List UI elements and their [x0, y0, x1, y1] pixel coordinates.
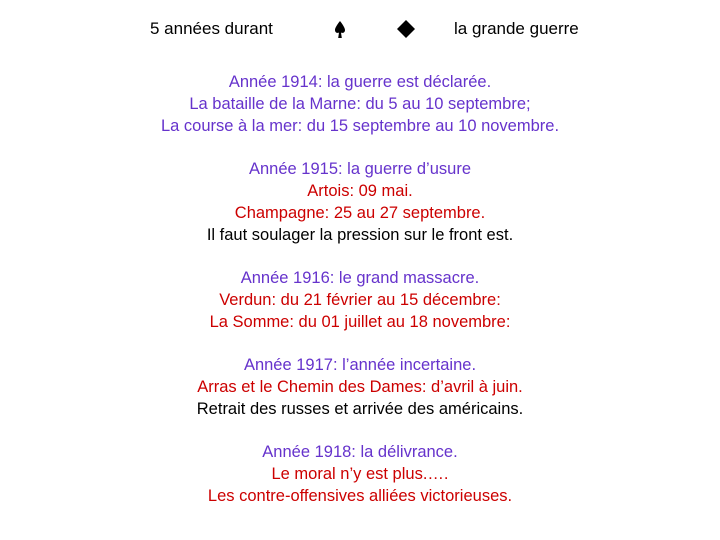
year-line: Verdun: du 21 février au 15 décembre: [219, 291, 501, 309]
year-heading: Année 1914: la guerre est déclarée. [228, 73, 492, 91]
year-line: Le moral n’y est plus.…. [271, 465, 449, 483]
year-line: Les contre-offensives alliées victorieuses. [207, 487, 513, 505]
year-line: Il faut soulager la pression sur le front est. [206, 226, 514, 244]
year-line: La bataille de la Marne: du 5 au 10 septembre; [189, 95, 531, 113]
header-right-text: la grande guerre [454, 19, 579, 38]
slide-header [0, 0, 720, 60]
year-block-1914 [0, 71, 720, 137]
spade-icon [334, 20, 346, 40]
year-heading: Année 1915: la guerre d’usure [249, 160, 471, 178]
year-line: Artois: 09 mai. [307, 182, 413, 200]
diamond-icon [397, 20, 415, 38]
year-heading: Année 1917: l’année incertaine. [243, 356, 477, 374]
year-block-1915 [0, 158, 720, 246]
year-heading: Année 1916: le grand massacre. [240, 269, 480, 287]
year-line: Retrait des russes et arrivée des américains. [196, 400, 524, 418]
year-line: La Somme: du 01 juillet au 18 novembre: [209, 313, 511, 331]
year-block-1918 [0, 441, 720, 507]
timeline-content [0, 71, 720, 507]
year-line: La course à la mer: du 15 septembre au 10 novembre. [160, 117, 560, 135]
year-line: Champagne: 25 au 27 septembre. [234, 204, 486, 222]
header-left-text: 5 années durant [150, 19, 273, 38]
year-heading: Année 1918: la délivrance. [262, 443, 458, 461]
year-line: Arras et le Chemin des Dames: d’avril à juin. [197, 378, 523, 396]
year-block-1917 [0, 354, 720, 420]
year-block-1916 [0, 267, 720, 333]
